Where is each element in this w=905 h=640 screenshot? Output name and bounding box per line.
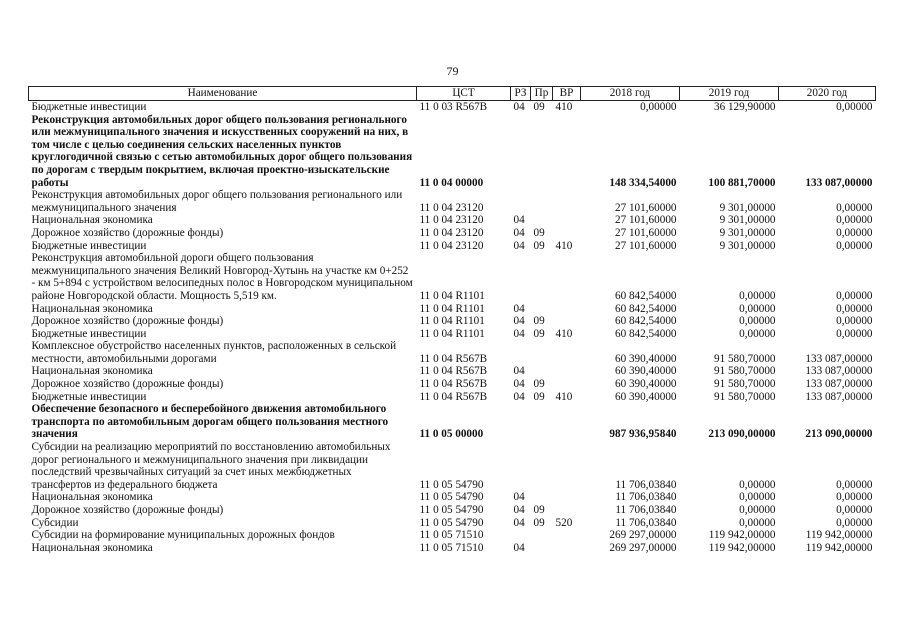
cell-name: Национальная экономика xyxy=(31,214,153,227)
cell-2020: 133 087,00000 xyxy=(805,352,873,365)
cell-2020: 0,00000 xyxy=(836,239,873,252)
cell-cst: 11 0 05 00000 xyxy=(419,428,484,441)
cell-name: Бюджетные инвестиции xyxy=(31,239,147,252)
cell-pr xyxy=(531,529,553,542)
cell-2019: 119 942,00000 xyxy=(708,541,776,554)
cell-2018: 60 842,54000 xyxy=(614,315,677,328)
cell-2019: 0,00000 xyxy=(739,491,776,504)
cell-name: Бюджетные инвестиции xyxy=(31,101,147,113)
header-2020: 2020 год xyxy=(779,87,876,101)
cell-2019: 100 881,70000 xyxy=(708,176,776,189)
header-name: Наименование xyxy=(29,87,417,101)
cell-name: Субсидии на формирование муниципальных дорожных фондов xyxy=(31,529,335,542)
cell-2020: 0,00000 xyxy=(836,504,873,516)
cell-cst: 11 0 04 R567В xyxy=(419,365,488,378)
cell-2018: 27 101,60000 xyxy=(614,214,677,227)
cell-2020: 0,00000 xyxy=(836,226,873,239)
table-row xyxy=(29,101,876,114)
cell-rz xyxy=(511,114,531,190)
cell-pr: 09 xyxy=(533,239,545,252)
cell-name: Дорожное хозяйство (дорожные фонды) xyxy=(31,315,224,328)
cell-cst: 11 0 04 00000 xyxy=(419,176,484,189)
cell-vr: 410 xyxy=(555,239,573,252)
cell-vr xyxy=(553,303,581,316)
cell-2018: 0,00000 xyxy=(640,101,677,113)
cell-name: Дорожное хозяйство (дорожные фонды) xyxy=(31,504,224,516)
page-number: 79 xyxy=(446,64,459,78)
cell-name: Комплексное обустройство населенных пунктов, расположенных в сельской местности, автомобильными дорогами xyxy=(31,340,397,365)
table-row xyxy=(29,328,876,341)
header-rz: РЗ xyxy=(511,87,531,101)
table-row xyxy=(29,529,876,542)
cell-2018: 148 334,54000 xyxy=(609,176,677,189)
cell-2019: 0,00000 xyxy=(739,327,776,340)
cell-cst: 11 0 04 R1101 xyxy=(419,289,485,302)
cell-pr: 09 xyxy=(533,327,545,340)
cell-cst: 11 0 04 R1101 xyxy=(419,302,485,315)
cell-2018: 11 706,03840 xyxy=(615,504,677,516)
cell-pr xyxy=(531,252,553,302)
table-header-row xyxy=(29,87,876,101)
cell-vr: 410 xyxy=(555,390,573,403)
header-2019: 2019 год xyxy=(680,87,779,101)
cell-2020: 0,00000 xyxy=(836,302,873,315)
cell-2019: 91 580,70000 xyxy=(713,352,776,365)
cell-rz: 04 xyxy=(513,327,525,340)
cell-pr: 09 xyxy=(533,226,545,239)
cell-pr: 09 xyxy=(533,504,545,516)
cell-rz xyxy=(511,252,531,302)
cell-2018: 27 101,60000 xyxy=(614,226,677,239)
cell-vr xyxy=(553,403,581,441)
cell-name: Субсидии на реализацию мероприятий по восстановлению автомобильных дорог регионального и межмуниципального значения при ликвидации последствий чрезвычайных ситуаций за счет иных межбюджетных трансфертов из федерального бюджета xyxy=(31,441,391,491)
table-row xyxy=(29,391,876,404)
cell-cst: 11 0 04 R1101 xyxy=(419,327,485,340)
header-2018: 2018 год xyxy=(581,87,680,101)
cell-2020: 213 090,00000 xyxy=(805,428,873,441)
table-row xyxy=(29,252,876,302)
cell-cst: 11 0 04 23120 xyxy=(419,239,484,252)
table-row xyxy=(29,403,876,441)
cell-name: Субсидии xyxy=(31,516,79,529)
cell-name: Дорожное хозяйство (дорожные фонды) xyxy=(31,378,224,391)
cell-rz: 04 xyxy=(513,226,525,239)
table-row xyxy=(29,340,876,365)
cell-2020: 0,00000 xyxy=(836,101,873,113)
table-row xyxy=(29,504,876,517)
cell-rz: 04 xyxy=(513,302,525,315)
cell-name: Реконструкция автомобильных дорог общего пользования регионального или межмуниципального значения и искусственных сооружений на них, в том числе с целью соединения сельских населенных пунктов круглогодичной связью с сетью автомобильных дорог общего пользования по дорогам с твердым покрытием, включая проектно-изыскательские работы xyxy=(31,113,413,189)
cell-2019: 0,00000 xyxy=(739,289,776,302)
table-row xyxy=(29,240,876,253)
cell-2019: 9 301,00000 xyxy=(719,226,776,239)
cell-2019: 9 301,00000 xyxy=(719,239,776,252)
cell-pr xyxy=(531,214,553,227)
cell-2018: 11 706,03840 xyxy=(615,478,677,491)
cell-2018: 987 936,95840 xyxy=(609,428,677,441)
cell-2020: 133 087,00000 xyxy=(805,390,873,403)
cell-pr xyxy=(531,340,553,365)
cell-cst: 11 0 05 71510 xyxy=(419,529,484,542)
cell-2018: 269 297,00000 xyxy=(609,541,677,554)
cell-pr xyxy=(531,365,553,378)
cell-rz xyxy=(511,529,531,542)
cell-2019: 36 129,90000 xyxy=(713,101,776,113)
cell-name: Национальная экономика xyxy=(31,541,153,554)
cell-2019: 0,00000 xyxy=(739,504,776,516)
cell-pr: 09 xyxy=(533,378,545,391)
cell-2020: 119 942,00000 xyxy=(805,529,873,542)
cell-name: Бюджетные инвестиции xyxy=(31,327,147,340)
cell-cst: 11 0 04 23120 xyxy=(419,226,484,239)
cell-vr xyxy=(553,504,581,517)
cell-2020: 133 087,00000 xyxy=(805,176,873,189)
table-row xyxy=(29,517,876,530)
cell-vr xyxy=(553,340,581,365)
cell-pr xyxy=(531,403,553,441)
cell-2019: 0,00000 xyxy=(739,315,776,328)
cell-rz xyxy=(511,441,531,491)
cell-2019: 91 580,70000 xyxy=(713,365,776,378)
cell-name: Реконструкция автомобильной дороги общего пользования межмуниципального значения Великий Новгород-Хутынь на участке км 0+252 - км 5+894 с устройством велосипедных полос в Новгородском муниципальном районе Новгородской области. Мощность 5,519 км. xyxy=(31,252,413,302)
cell-2019: 0,00000 xyxy=(739,516,776,529)
cell-2018: 60 390,40000 xyxy=(614,378,677,391)
header-pr: Пр xyxy=(531,87,553,101)
cell-2019: 91 580,70000 xyxy=(713,390,776,403)
cell-rz: 04 xyxy=(513,315,525,328)
cell-name: Дорожное хозяйство (дорожные фонды) xyxy=(31,226,224,239)
cell-2018: 60 390,40000 xyxy=(614,365,677,378)
cell-2018: 60 390,40000 xyxy=(614,352,677,365)
cell-pr xyxy=(531,542,553,555)
table-row xyxy=(29,315,876,328)
cell-2020: 133 087,00000 xyxy=(805,378,873,391)
cell-vr xyxy=(553,315,581,328)
cell-vr xyxy=(553,491,581,504)
header-cst: ЦСТ xyxy=(417,87,511,101)
cell-2019: 0,00000 xyxy=(739,478,776,491)
cell-2020: 0,00000 xyxy=(836,516,873,529)
cell-vr: 520 xyxy=(555,516,573,529)
cell-2018: 11 706,03840 xyxy=(615,491,677,504)
cell-2019: 91 580,70000 xyxy=(713,378,776,391)
cell-cst: 11 0 05 54790 xyxy=(419,491,484,504)
cell-cst: 11 0 04 R567В xyxy=(419,378,488,391)
cell-cst: 11 0 05 54790 xyxy=(419,478,484,491)
cell-rz xyxy=(511,189,531,214)
cell-2020: 0,00000 xyxy=(836,289,873,302)
cell-rz: 04 xyxy=(513,378,525,391)
cell-vr xyxy=(553,441,581,491)
cell-vr xyxy=(553,114,581,190)
table-row xyxy=(29,378,876,391)
cell-name: Реконструкция автомобильных дорог общего пользования регионального или межмуниципального значения xyxy=(31,189,403,214)
cell-vr: 410 xyxy=(555,101,573,113)
cell-2018: 60 390,40000 xyxy=(614,390,677,403)
cell-2018: 11 706,03840 xyxy=(615,516,677,529)
cell-pr xyxy=(531,491,553,504)
cell-2020: 0,00000 xyxy=(836,491,873,504)
cell-pr: 09 xyxy=(533,315,545,328)
cell-vr xyxy=(553,252,581,302)
cell-cst: 11 0 04 R1101 xyxy=(419,315,485,328)
cell-2018: 27 101,60000 xyxy=(614,239,677,252)
cell-2018: 60 842,54000 xyxy=(614,302,677,315)
cell-cst: 11 0 05 54790 xyxy=(419,504,484,516)
cell-vr xyxy=(553,227,581,240)
cell-2020: 0,00000 xyxy=(836,315,873,328)
table-row xyxy=(29,365,876,378)
cell-2018: 27 101,60000 xyxy=(614,201,677,214)
table-row xyxy=(29,114,876,190)
cell-pr: 09 xyxy=(533,390,545,403)
cell-name: Бюджетные инвестиции xyxy=(31,390,147,403)
table-row xyxy=(29,542,876,555)
header-vr: ВР xyxy=(553,87,581,101)
cell-2018: 60 842,54000 xyxy=(614,289,677,302)
cell-2019: 0,00000 xyxy=(739,302,776,315)
cell-cst: 11 0 04 23120 xyxy=(419,214,484,227)
cell-pr xyxy=(531,189,553,214)
cell-rz: 04 xyxy=(513,390,525,403)
cell-rz: 04 xyxy=(513,101,525,113)
cell-rz: 04 xyxy=(513,239,525,252)
cell-2020: 0,00000 xyxy=(836,201,873,214)
cell-rz: 04 xyxy=(513,214,525,227)
cell-name: Национальная экономика xyxy=(31,365,153,378)
cell-name: Обеспечение безопасного и бесперебойного движения автомобильного транспорта по автомобильным дорогам общего пользования местного значения xyxy=(31,403,389,441)
cell-2019: 9 301,00000 xyxy=(719,214,776,227)
table-row xyxy=(29,303,876,316)
cell-cst: 11 0 04 R567В xyxy=(419,390,488,403)
cell-pr: 09 xyxy=(533,516,545,529)
cell-2020: 0,00000 xyxy=(836,327,873,340)
cell-rz: 04 xyxy=(513,504,525,516)
cell-2020: 133 087,00000 xyxy=(805,365,873,378)
cell-vr xyxy=(553,542,581,555)
table-row xyxy=(29,441,876,491)
cell-2018: 60 842,54000 xyxy=(614,327,677,340)
table-row xyxy=(29,491,876,504)
cell-2019: 213 090,00000 xyxy=(708,428,776,441)
table-row xyxy=(29,189,876,214)
cell-cst: 11 0 05 54790 xyxy=(419,516,484,529)
cell-name: Национальная экономика xyxy=(31,302,153,315)
cell-pr: 09 xyxy=(533,101,545,113)
budget-table xyxy=(28,86,876,554)
cell-2020: 119 942,00000 xyxy=(805,541,873,554)
cell-vr: 410 xyxy=(555,327,573,340)
cell-2020: 0,00000 xyxy=(836,214,873,227)
cell-vr xyxy=(553,365,581,378)
cell-2020: 0,00000 xyxy=(836,478,873,491)
cell-vr xyxy=(553,214,581,227)
cell-rz: 04 xyxy=(513,491,525,504)
cell-cst: 11 0 05 71510 xyxy=(419,541,484,554)
cell-vr xyxy=(553,529,581,542)
cell-vr xyxy=(553,378,581,391)
cell-2019: 119 942,00000 xyxy=(708,529,776,542)
cell-2018: 269 297,00000 xyxy=(609,529,677,542)
cell-rz xyxy=(511,340,531,365)
cell-cst: 11 0 04 23120 xyxy=(419,201,484,214)
table-row xyxy=(29,214,876,227)
table-row xyxy=(29,227,876,240)
cell-2019: 9 301,00000 xyxy=(719,201,776,214)
cell-vr xyxy=(553,189,581,214)
cell-pr xyxy=(531,441,553,491)
cell-cst: 11 0 03 R567В xyxy=(419,101,488,113)
cell-name: Национальная экономика xyxy=(31,491,153,504)
cell-cst: 11 0 04 R567В xyxy=(419,352,488,365)
cell-pr xyxy=(531,303,553,316)
cell-rz: 04 xyxy=(513,541,525,554)
cell-rz xyxy=(511,403,531,441)
table-body xyxy=(29,101,876,555)
cell-rz: 04 xyxy=(513,365,525,378)
cell-pr xyxy=(531,114,553,190)
cell-rz: 04 xyxy=(513,516,525,529)
